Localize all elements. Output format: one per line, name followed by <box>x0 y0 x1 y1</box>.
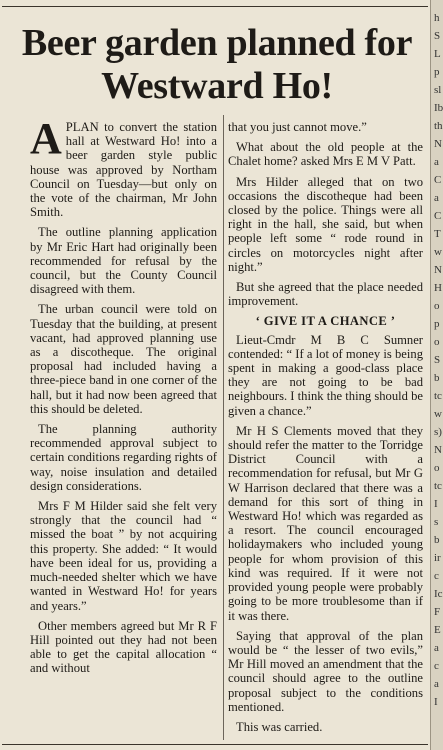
paragraph: Lieut-Cmdr M B C Sumner contended: “ If a lot of money is being spent in making a good-class place they are not going to be bad neighbours. I think the thing should be given a chance.” <box>228 332 423 418</box>
paragraph: Mr H S Clements moved that they should refer the matter to the Torridge District Council with a recommendation for refusal, but Mr G W Harrison declared that there was a demand for this sort of thing in Westward Ho! which was regarded as a resort. The council encouraged holidaymakers who included young people for whom provision of this kind was required. If it were not provided young people were probably going to be more troublesome than if it was there. <box>228 423 423 623</box>
edge-fragment: I <box>434 696 438 708</box>
edge-fragment: S <box>434 354 441 366</box>
edge-fragment: H <box>434 282 442 294</box>
edge-fragment: a <box>434 678 439 690</box>
paragraph: But she agreed that the place needed improvement. <box>228 280 423 309</box>
headline: Beer garden planned for Westward Ho! <box>21 22 413 107</box>
right-column <box>228 120 423 740</box>
lead-paragraph <box>30 114 217 220</box>
edge-fragment: sl <box>434 84 442 96</box>
edge-fragment: F <box>434 606 441 618</box>
top-rule <box>2 6 428 7</box>
drop-cap: A <box>30 114 62 163</box>
edge-fragment: Ic <box>434 588 443 600</box>
edge-fragment: p <box>434 66 440 78</box>
edge-fragment: N <box>434 138 442 150</box>
edge-fragment: a <box>434 192 439 204</box>
edge-fragment: o <box>434 462 440 474</box>
edge-fragment: Ib <box>434 102 443 114</box>
adjacent-column-edge <box>430 0 443 750</box>
lead-text: PLAN to convert the station hall at Westward Ho! into a beer garden style public house was approved by Northam Council on Tuesday—but only on the vote of the chairman, Mr John Smith. <box>30 120 217 220</box>
edge-fragment: b <box>434 534 440 546</box>
edge-fragment: N <box>434 264 442 276</box>
edge-fragment: C <box>434 174 442 186</box>
edge-fragment: E <box>434 624 441 636</box>
edge-fragment: tc <box>434 390 442 402</box>
paragraph: What about the old people at the Chalet home? asked Mrs E M V Patt. <box>228 140 423 169</box>
edge-fragment: L <box>434 48 441 60</box>
edge-fragment: T <box>434 228 441 240</box>
edge-fragment: s) <box>434 426 442 438</box>
edge-fragment: I <box>434 498 438 510</box>
paragraph: This was carried. <box>236 719 323 734</box>
subheading: ‘ GIVE IT A CHANCE ’ <box>255 314 396 329</box>
paragraph: Mrs F M Hilder said she felt very strongly that the council had “ missed the boat ” by not acquiring this property. She added: “ It would have been ideal for us, providing a much-needed shelter which we have wanted in Westward Ho! for years and years.” <box>30 499 217 613</box>
left-column <box>30 114 217 682</box>
paragraph: Other members agreed but Mr R F Hill pointed out they had not been able to get the capital allocation “ and without <box>30 618 217 676</box>
paragraph: The outline planning application by Mr Eric Hart had originally been recommended for refusal by the council, but the County Council disagreed with them. <box>30 225 217 297</box>
edge-fragment: N <box>434 444 442 456</box>
edge-fragment: h <box>434 12 440 24</box>
edge-fragment: w <box>434 246 442 258</box>
edge-fragment: S <box>434 30 441 42</box>
edge-fragment: C <box>434 210 442 222</box>
edge-fragment: ir <box>434 552 441 564</box>
edge-fragment: w <box>434 408 442 420</box>
edge-fragment: c <box>434 570 439 582</box>
paragraph: The urban council were told on Tuesday that the building, at present vacant, had approved planning use as a discotheque. The original proposal had included having a three-piece band in one corner of the hall, but it had now been agreed that this should be deleted. <box>30 302 217 416</box>
paragraph: Mrs Hilder alleged that on two occasions the discotheque had been closed by the police. Things were all right in the hall, she said, but when people left some “ rode round in circles on motorcycles night after night.” <box>228 174 423 274</box>
edge-fragment: o <box>434 336 440 348</box>
paragraph: Saying that approval of the plan would be “ the lesser of two evils,” Mr Hill moved an amendment that the council should agree to the outline proposal subject to the conditions mentioned. <box>228 628 423 714</box>
edge-fragment: tc <box>434 480 442 492</box>
paragraph: The planning authority recommended approval subject to certain conditions regarding rights of way, noise insulation and detailed design considerations. <box>30 422 217 493</box>
edge-fragment: p <box>434 318 440 330</box>
edge-fragment: o <box>434 300 440 312</box>
edge-fragment: s <box>434 516 439 528</box>
edge-fragment: th <box>434 120 443 132</box>
column-rule <box>223 115 224 740</box>
continued-paragraph: that you just cannot move.” <box>228 120 367 134</box>
bottom-rule <box>2 744 428 745</box>
edge-fragment: a <box>434 642 439 654</box>
edge-fragment: b <box>434 372 440 384</box>
edge-fragment: a <box>434 156 439 168</box>
edge-fragment: c <box>434 660 439 672</box>
